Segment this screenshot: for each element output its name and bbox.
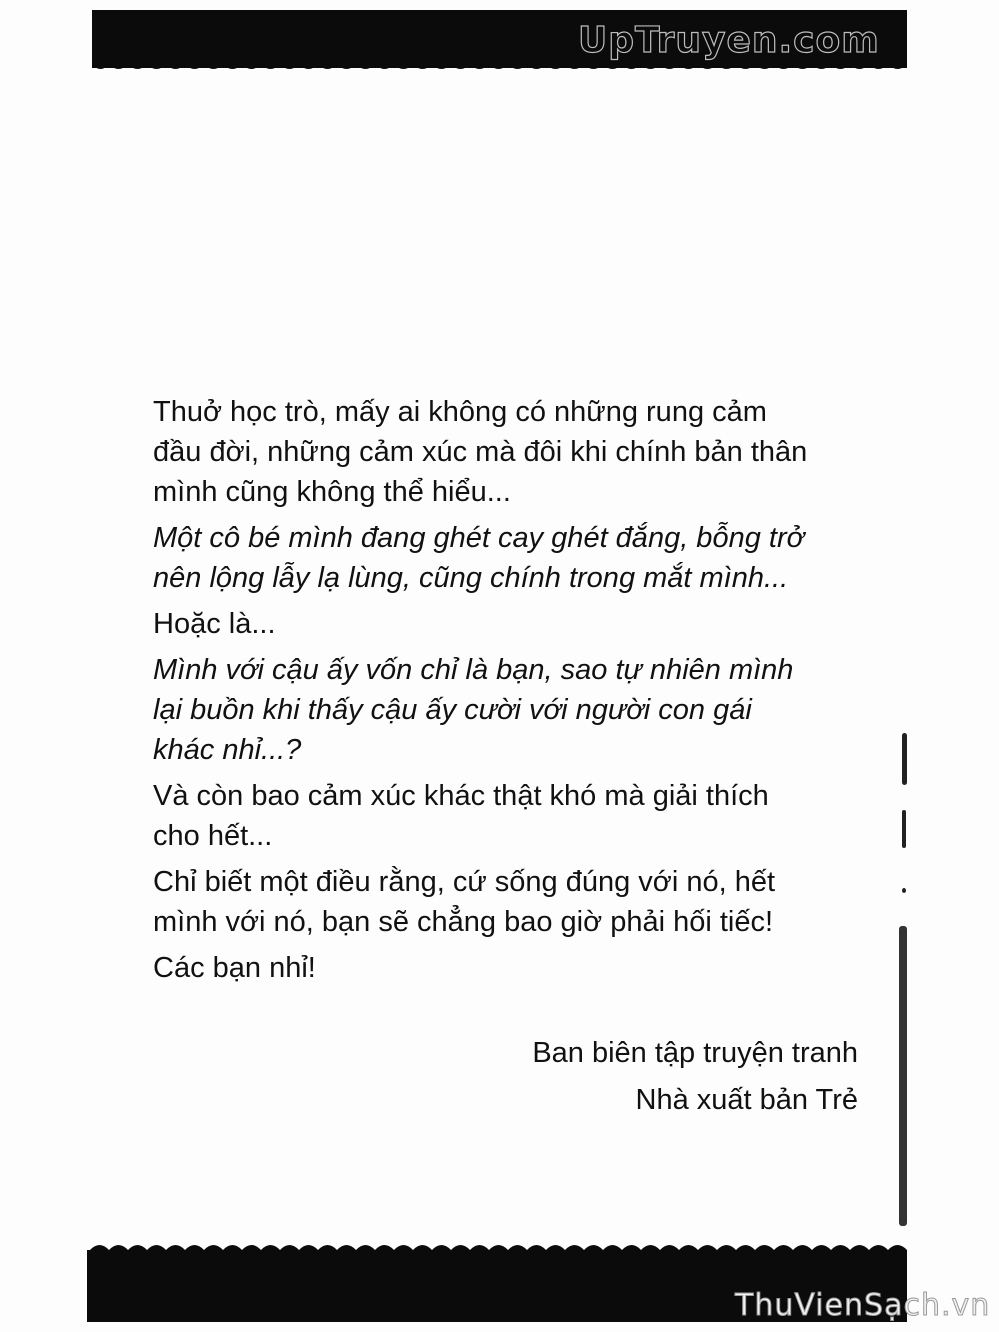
text-line: Một cô bé mình đang ghét cay ghét đắng, bỗng trở [153, 522, 805, 554]
edge-artifact [902, 733, 907, 785]
edge-artifact [899, 926, 907, 1226]
paragraph-3 [153, 604, 873, 644]
signature-block [532, 1030, 858, 1124]
text-line: Thuở học trò, mấy ai không có những rung cảm [153, 396, 767, 428]
text-line: mình với nó, bạn sẽ chẳng bao giờ phải hối tiếc! [153, 906, 774, 938]
uptruyen-watermark: UpTruyen.com [578, 20, 880, 61]
signature-publisher: Nhà xuất bản Trẻ [635, 1084, 858, 1116]
signature-editorial-board: Ban biên tập truyện tranh [532, 1037, 858, 1069]
paragraph-6 [153, 862, 873, 942]
text-line: đầu đời, những cảm xúc mà đôi khi chính bản thân [153, 436, 808, 468]
paragraph-2 [153, 518, 873, 598]
paragraph-7 [153, 948, 873, 988]
text-line: nên lộng lẫy lạ lùng, cũng chính trong mắt mình... [153, 562, 789, 594]
edge-artifact [902, 810, 906, 848]
text-line: Các bạn nhỉ! [153, 952, 316, 984]
editorial-text [153, 392, 873, 994]
edge-artifact [902, 888, 906, 893]
thuviensach-watermark: ThuVienSạch.vn [735, 1288, 991, 1323]
paragraph-5 [153, 776, 873, 856]
text-line: mình cũng không thể hiểu... [153, 476, 511, 508]
text-line: Và còn bao cảm xúc khác thật khó mà giải thích [153, 780, 769, 812]
text-line: Hoặc là... [153, 608, 276, 640]
text-line: lại buồn khi thấy cậu ấy cười với người con gái [153, 694, 752, 726]
text-line: Chỉ biết một điều rằng, cứ sống đúng với nó, hết [153, 866, 776, 898]
text-line: Mình với cậu ấy vốn chỉ là bạn, sao tự nhiên mình [153, 654, 794, 686]
text-line: khác nhỉ...? [153, 734, 302, 766]
text-line: cho hết... [153, 820, 273, 852]
paragraph-4 [153, 650, 873, 770]
paragraph-1 [153, 392, 873, 512]
top-scalloped-edge [92, 60, 907, 74]
